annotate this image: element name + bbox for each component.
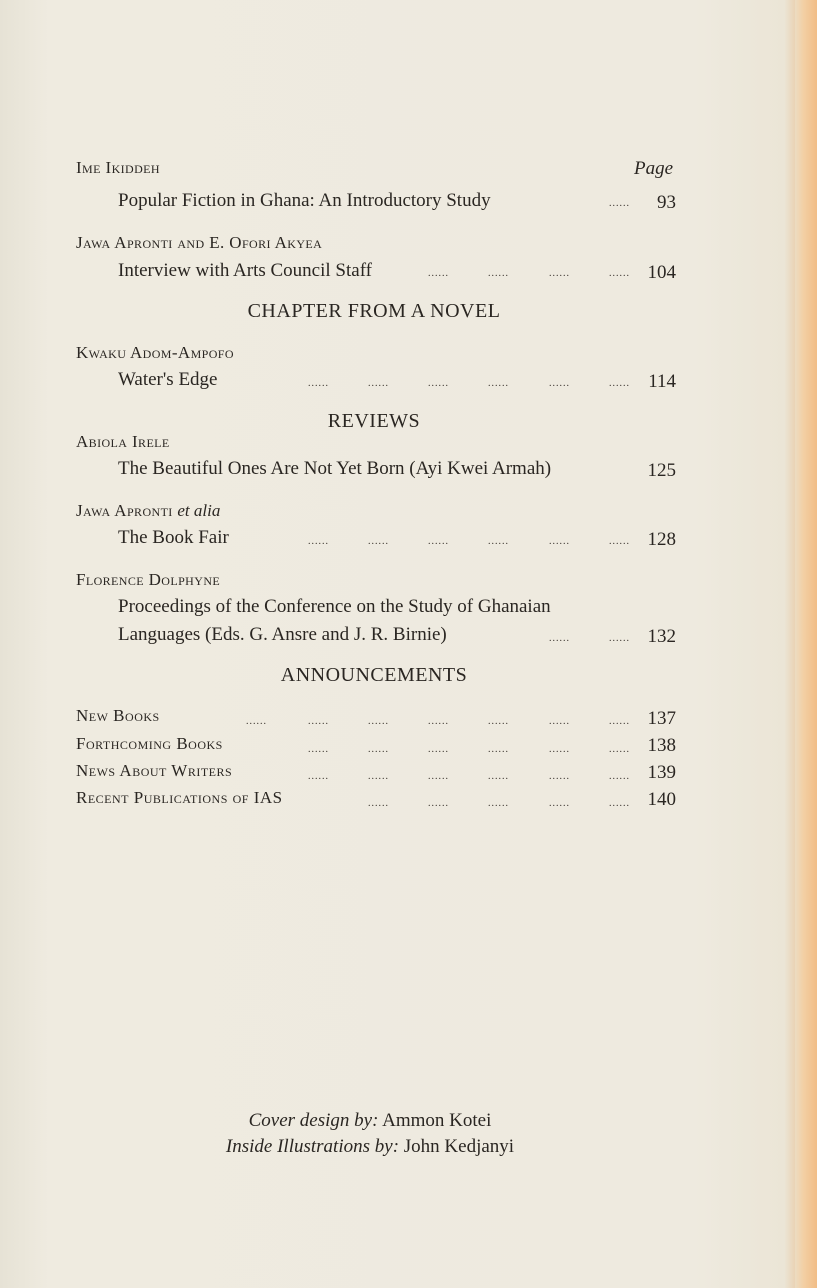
page-number: 104 (647, 262, 676, 283)
leader-dots: ...... (488, 771, 509, 782)
page-number: 132 (647, 626, 676, 647)
leader-dots: ...... (609, 744, 630, 755)
leader-dots: ...... (549, 378, 570, 389)
leader-dots: ...... (308, 744, 329, 755)
author-et-alia: et alia (177, 501, 221, 520)
section-heading-novel: CHAPTER FROM A NOVEL (247, 300, 501, 322)
page-number: 137 (647, 708, 676, 729)
leader-dots: ...... (609, 771, 630, 782)
leader-dots: ...... (488, 268, 509, 279)
leader-dots: ...... (488, 798, 509, 809)
credit-inside-illustrations (0, 1136, 740, 1158)
announcement-forthcoming-books: Forthcoming Books (76, 734, 223, 753)
entry-title-beautiful-ones: The Beautiful Ones Are Not Yet Born (Ayi Kwei Armah) (118, 458, 552, 479)
leader-dots: ...... (368, 378, 389, 389)
leader-dots: ...... (549, 536, 570, 547)
leader-dots: ...... (609, 633, 630, 644)
entry-title-proceedings-line1: Proceedings of the Conference on the Study of Ghanaian (118, 596, 551, 617)
leader-dots: ...... (368, 744, 389, 755)
page-number: 140 (647, 789, 676, 810)
leader-dots: ...... (308, 536, 329, 547)
leader-dots: ...... (428, 716, 449, 727)
credit-cover-label: Cover design by: (248, 1110, 379, 1131)
section-heading-reviews: REVIEWS (327, 410, 421, 432)
page-number: 114 (648, 371, 676, 392)
leader-dots: ...... (549, 633, 570, 644)
leader-dots: ...... (428, 536, 449, 547)
leader-dots: ...... (488, 536, 509, 547)
entry-title-interview: Interview with Arts Council Staff (118, 260, 373, 281)
credit-inside-label: Inside Illustrations by: (225, 1136, 400, 1157)
leader-dots: ...... (609, 198, 630, 209)
leader-dots: ...... (428, 798, 449, 809)
leader-dots: ...... (549, 744, 570, 755)
leader-dots: ...... (368, 771, 389, 782)
page-number: 139 (647, 762, 676, 783)
author-adom-ampofo: Kwaku Adom-Ampofo (76, 343, 234, 362)
leader-dots: ...... (488, 716, 509, 727)
entry-title-book-fair: The Book Fair (118, 527, 229, 548)
leader-dots: ...... (609, 536, 630, 547)
leader-dots: ...... (428, 744, 449, 755)
author-apronti-et-alia (76, 501, 220, 521)
page-number: 138 (647, 735, 676, 756)
leader-dots: ...... (609, 716, 630, 727)
section-heading-announcements: ANNOUNCEMENTS (280, 664, 468, 686)
credit-inside-name: John Kedjanyi (403, 1136, 515, 1157)
leader-dots: ...... (488, 378, 509, 389)
leader-dots: ...... (308, 378, 329, 389)
leader-dots: ...... (488, 744, 509, 755)
announcement-new-books: New Books (76, 706, 160, 725)
announcement-recent-publications: Recent Publications of IAS (76, 788, 283, 807)
leader-dots: ...... (368, 798, 389, 809)
author-ime-ikiddeh: Ime Ikiddeh (76, 158, 160, 177)
leader-dots: ...... (549, 268, 570, 279)
leader-dots: ...... (308, 716, 329, 727)
entry-title-popular-fiction: Popular Fiction in Ghana: An Introductory Study (118, 190, 491, 211)
leader-dots: ...... (549, 716, 570, 727)
entry-title-proceedings-line2: Languages (Eds. G. Ansre and J. R. Birnie) (118, 624, 447, 645)
entry-title-waters-edge: Water's Edge (118, 369, 218, 390)
leader-dots: ...... (609, 798, 630, 809)
leader-dots: ...... (549, 771, 570, 782)
leader-dots: ...... (428, 268, 449, 279)
leader-dots: ...... (368, 716, 389, 727)
page-column-label: Page (634, 158, 674, 179)
leader-dots: ...... (368, 536, 389, 547)
credit-cover-name: Ammon Kotei (382, 1110, 492, 1131)
leader-dots: ...... (308, 771, 329, 782)
author-florence-dolphyne: Florence Dolphyne (76, 570, 221, 589)
credit-cover-design (0, 1110, 740, 1132)
leader-dots: ...... (549, 798, 570, 809)
leader-dots: ...... (428, 378, 449, 389)
author-apronti-akyea: Jawa Apronti and E. Ofori Akyea (76, 233, 323, 252)
leader-dots: ...... (246, 716, 267, 727)
author-name: Jawa Apronti (76, 501, 173, 520)
page-number: 93 (657, 192, 676, 213)
page-number: 128 (647, 529, 676, 550)
page-edge (795, 0, 817, 1288)
author-abiola-irele: Abiola Irele (76, 432, 170, 451)
announcement-news-about-writers: News About Writers (76, 761, 233, 780)
page-number: 125 (647, 460, 676, 481)
leader-dots: ...... (609, 268, 630, 279)
leader-dots: ...... (609, 378, 630, 389)
leader-dots: ...... (428, 771, 449, 782)
